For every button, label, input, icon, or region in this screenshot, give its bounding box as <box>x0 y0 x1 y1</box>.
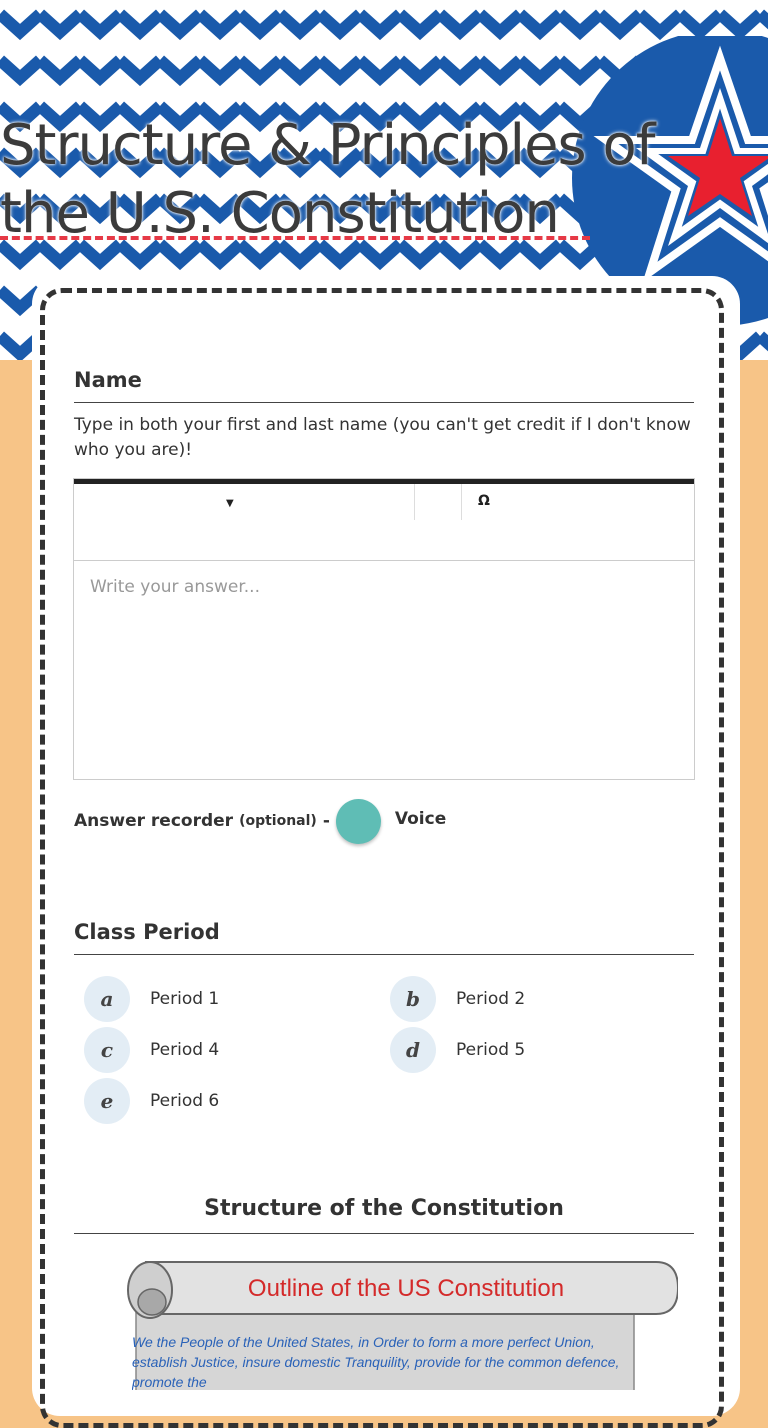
special-characters-icon[interactable]: Ω <box>478 493 490 509</box>
option-period-2[interactable] <box>390 976 525 1022</box>
option-letter: c <box>84 1027 130 1073</box>
answer-input[interactable]: Write your answer... <box>90 577 260 597</box>
option-period-5[interactable] <box>390 1027 525 1073</box>
title-line-2: the U.S. Constitution <box>0 181 559 246</box>
option-period-6[interactable] <box>84 1078 219 1124</box>
option-label: Period 4 <box>150 1040 220 1060</box>
title-line-1: Structure & Principles of <box>0 113 655 178</box>
option-label: Period 2 <box>456 989 526 1009</box>
option-letter: a <box>84 976 130 1022</box>
option-period-1[interactable] <box>84 976 219 1022</box>
toolbar-divider <box>414 484 415 520</box>
question-description: Type in both your first and last name (you can't get credit if I don't know who you are)! <box>74 415 691 460</box>
option-label: Period 1 <box>150 989 220 1009</box>
section-title: Structure of the Constitution <box>74 1196 694 1234</box>
question-name <box>74 368 694 463</box>
option-label: Period 5 <box>456 1040 526 1060</box>
option-letter: d <box>390 1027 436 1073</box>
voice-label: Voice <box>394 809 447 829</box>
record-voice-button[interactable] <box>336 799 381 844</box>
title-underline <box>0 236 590 240</box>
recorder-dash: - <box>322 811 330 831</box>
recorder-optional: (optional) <box>239 813 317 829</box>
question-class-period <box>74 920 694 955</box>
editor-toolbar <box>74 479 694 561</box>
question-title: Class Period <box>74 920 694 955</box>
question-title: Name <box>74 368 694 403</box>
recorder-label: Answer recorder <box>74 811 234 831</box>
outline-title: Outline of the US Constitution <box>247 1275 565 1302</box>
option-period-4[interactable] <box>84 1027 219 1073</box>
answer-recorder <box>74 798 446 844</box>
option-label: Period 6 <box>150 1091 220 1111</box>
format-dropdown-caret-icon[interactable]: ▼ <box>226 498 234 509</box>
toolbar-divider <box>461 484 462 520</box>
option-letter: e <box>84 1078 130 1124</box>
rich-text-editor[interactable] <box>73 478 695 780</box>
outline-text: We the People of the United States, in Order to form a more perfect Union, establish Justice, insure domestic Tranquility, provide for the common defence, promote the <box>132 1334 620 1390</box>
page-title <box>0 112 700 248</box>
option-letter: b <box>390 976 436 1022</box>
constitution-outline-image <box>126 1260 678 1390</box>
